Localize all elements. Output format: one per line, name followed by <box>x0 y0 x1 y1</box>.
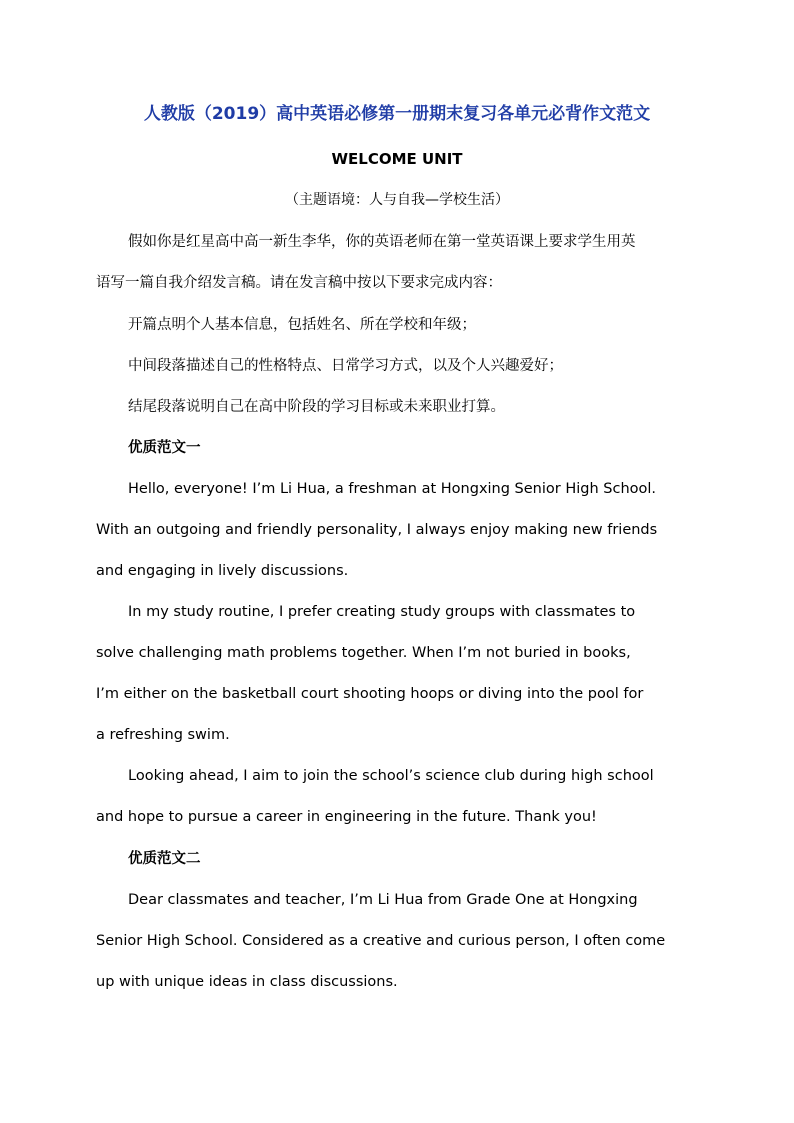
essay-line: up with unique ideas in class discussions. <box>96 974 398 990</box>
essay-line: Hello, everyone! I’m Li Hua, a freshman at Hongxing Senior High School. <box>128 481 657 497</box>
essay-line: a refreshing swim. <box>96 727 230 743</box>
essay-line: Looking ahead, I aim to join the school’s science club during high school <box>128 768 654 784</box>
essay-line: Dear classmates and teacher, I’m Li Hua from Grade One at Hongxing <box>128 892 638 908</box>
document-title: 人教版（2019）高中英语必修第一册期末复习各单元必背作文范文 <box>143 104 651 124</box>
unit-heading: WELCOME UNIT <box>331 150 463 168</box>
task-line: 假如你是红星高中高一新生李华，你的英语老师在第一堂英语课上要求学生用英 <box>128 234 636 250</box>
task-requirement: 结尾段落说明自己在高中阶段的学习目标或未来职业打算。 <box>128 399 505 415</box>
sample-heading: 优质范文一 <box>128 440 201 456</box>
theme-context: （主题语境：人与自我—学校生活） <box>285 192 509 208</box>
sample-heading: 优质范文二 <box>128 851 201 867</box>
essay-line: and engaging in lively discussions. <box>96 563 349 579</box>
essay-line: I’m either on the basketball court shooting hoops or diving into the pool for <box>96 686 644 702</box>
essay-line: solve challenging math problems together. When I’m not buried in books, <box>96 645 631 661</box>
essay-line: With an outgoing and friendly personality, I always enjoy making new friends <box>96 522 658 538</box>
essay-line: Senior High School. Considered as a creative and curious person, I often come <box>96 933 666 949</box>
task-requirement: 中间段落描述自己的性格特点、日常学习方式，以及个人兴趣爱好； <box>128 358 563 374</box>
essay-line: and hope to pursue a career in engineering in the future. Thank you! <box>96 809 597 825</box>
task-line: 语写一篇自我介绍发言稿。请在发言稿中按以下要求完成内容： <box>96 275 502 291</box>
essay-line: In my study routine, I prefer creating study groups with classmates to <box>128 604 636 620</box>
task-requirement: 开篇点明个人基本信息，包括姓名、所在学校和年级； <box>128 317 476 333</box>
